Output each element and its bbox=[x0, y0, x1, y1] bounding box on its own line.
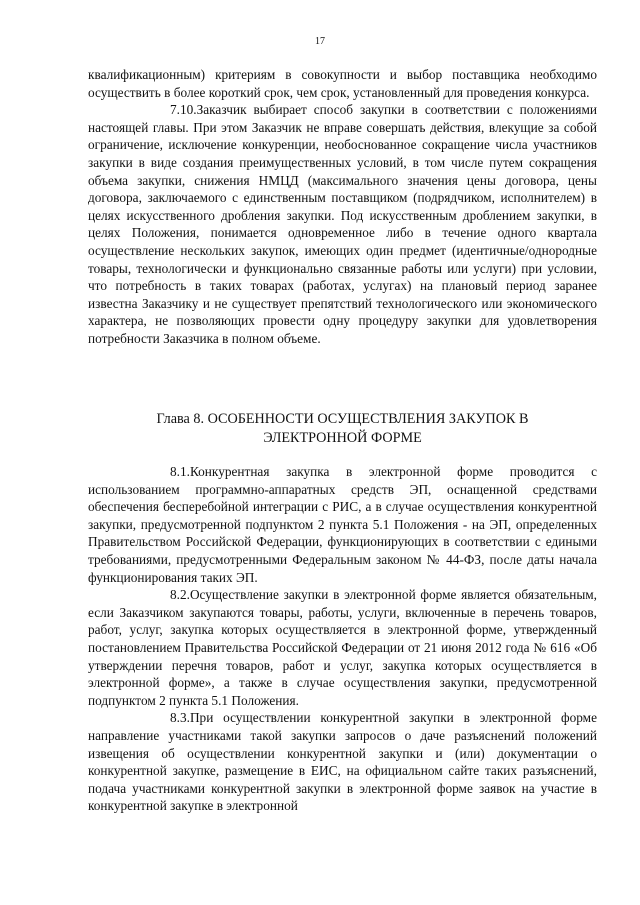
paragraph-number: 8.3. bbox=[170, 710, 190, 726]
chapter-heading-line-1: Глава 8. ОСОБЕННОСТИ ОСУЩЕСТВЛЕНИЯ ЗАКУПОК В bbox=[156, 411, 529, 427]
paragraph-7-10 bbox=[88, 101, 597, 347]
paragraph-text: квалификационным) критериям в совокупности и выбор поставщика необходимо осуществить в более короткий срок, чем срок, установленный для проведения конкурса. bbox=[88, 67, 597, 100]
paragraph-text: Осуществление закупки в электронной форме является обязательным, если Заказчиком закупаются товары, работы, услуги, включенные в перечень товаров, работ, услуг, закупка которых осуществляется в электронной форме, утвержденный постановлением Правительства Российской Федерации от 21 июня 2012 года № 616 «Об утверждении перечня товаров, работ и услуг, закупка которых осуществляется в электронной форме», а также в случае осуществления закупки, предусмотренной подпунктом 2 пункта 5.1 Положения. bbox=[88, 587, 597, 708]
paragraph-8-2 bbox=[88, 586, 597, 709]
paragraph-text: При осуществлении конкурентной закупки в электронной форме направление участниками такой закупки запросов о даче разъяснений положений извещения об осуществлении конкурентной закупки и (или) документации о конкурентной закупке, размещение в ЕИС, на официальном сайте таких разъяснений, подача участниками конкурентной закупки в электронной форме заявок на участие в конкурентной закупке в электронной bbox=[88, 710, 597, 814]
chapter-heading-line-2: ЭЛЕКТРОННОЙ ФОРМЕ bbox=[263, 430, 422, 446]
text-block-bottom bbox=[88, 463, 597, 815]
paragraph-number: 8.2. bbox=[170, 587, 190, 603]
chapter-heading bbox=[88, 410, 597, 448]
paragraph-8-3 bbox=[88, 709, 597, 815]
paragraph-number: 8.1. bbox=[170, 464, 190, 479]
paragraph-number: 7.10. bbox=[170, 102, 197, 118]
paragraph-8-1 bbox=[88, 463, 597, 586]
page-number: 17 bbox=[315, 36, 325, 47]
paragraph-text: Заказчик выбирает способ закупки в соответствии с положениями настоящей главы. При этом Заказчик не вправе совершать действия, влекущие за собой ограничение, исключение конкуренции, необоснованное сокращение числа участников закупки в виде создания преимущественных условий, в том числе путем сокращения объема закупки, снижения НМЦД (максимального значения цены договора, цены договора, заключаемого с единственным поставщиком (подрядчиком, исполнителем) в целях искусственного дробления закупки. Под искусственным дроблением закупки, в целях Положения, понимается одновременное либо в течение одного квартала осуществление нескольких закупок, имеющих один предмет (идентичные/однородные товары, технологически и функционально связанные работы или услуги) при условии, что потребность в таких товарах (работах, услугах) на плановый период заранее известна Заказчику и не существует препятствий технологического или экономического характера, не позволяющих провести одну процедуру закупки для удовлетворения потребности Заказчика в полном объеме. bbox=[88, 102, 597, 346]
text-block-top bbox=[88, 66, 597, 348]
paragraph-continuation bbox=[88, 66, 597, 101]
paragraph-text: Конкурентная закупка в электронной форме проводится с использованием программно-аппаратных средств ЭП, оснащенной средствами обеспечения бесперебойной интеграции с РИС, а в случае осуществления конкурентной закупки, предусмотренной подпунктом 2 пункта 5.1 Положения - на ЭП, определенных Правительством Российской Федерации, функционирующих в соответствии с едиными требованиями, предусмотренными Федеральным законом № 44-ФЗ, после даты начала функционирования таких ЭП. bbox=[88, 464, 597, 585]
